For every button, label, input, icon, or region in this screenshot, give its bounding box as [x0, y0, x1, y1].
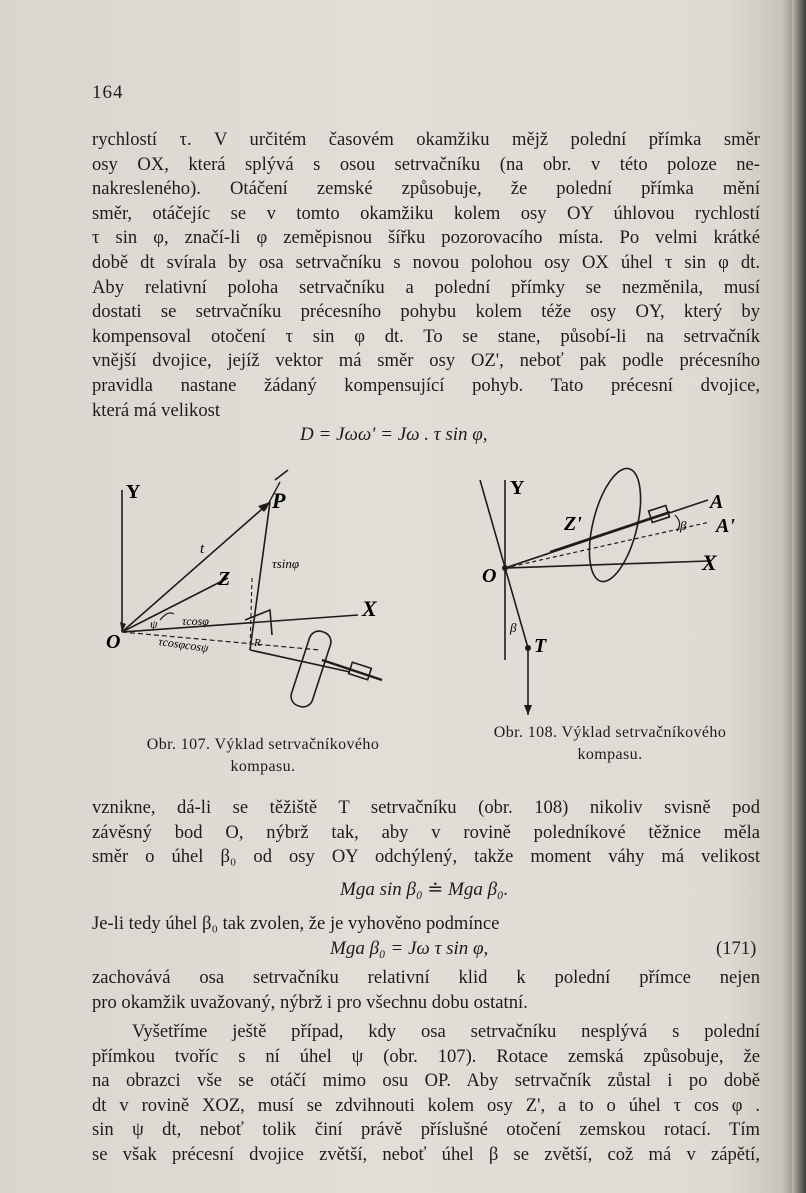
fig108-label-o: O	[482, 565, 497, 587]
text-line: kompensoval otočení τ sin φ dt. To se stane, působí-li na setrvačník	[92, 325, 760, 347]
text-line: dt v rovině XOZ, musí se zdvihnouti kolem osy Z', a to o úhel τ cos φ .	[92, 1094, 760, 1116]
text-line: pravidla nastane žádaný kompensující pohyb. Tato précesní dvojice,	[92, 374, 760, 396]
figure-107	[100, 460, 420, 728]
fig108-label-a: A	[710, 491, 724, 513]
fig107-label-y: Y	[126, 481, 141, 503]
text-line: pro okamžik uvažovaný, nýbrž i pro všechnu dobu ostatní.	[92, 991, 528, 1013]
text-line: době dt svírala by osa setrvačníku s novou polohou osy OX úhel τ sin φ dt.	[92, 251, 760, 273]
fig107-label-x: X	[362, 596, 377, 621]
caption-line: kompasu.	[230, 758, 296, 775]
fig107-label-r: R	[254, 637, 261, 649]
caption-line: kompasu.	[577, 746, 643, 763]
fig107-label-tsin: τsinφ	[272, 556, 300, 571]
formula-d: D = Jωω' = Jω . τ sin φ,	[300, 424, 488, 445]
text-line: vznikne, dá-li se těžiště T setrvačníku (obr. 108) nikoliv svisně pod	[92, 797, 760, 818]
fig108-label-x: X	[702, 550, 717, 575]
text-line: směr, otáčejíc se v tomto okamžiku kolem osy OY úhlovou rychlostí	[92, 202, 760, 224]
text-line: rychlostí τ. V určitém časovém okamžiku mějž polední přímka směr	[92, 129, 760, 150]
fig107-label-p: P	[272, 488, 286, 513]
fig107-label-o: O	[106, 631, 121, 653]
fig107-label-z: Z	[218, 568, 231, 590]
caption-line: Obr. 108. Výklad setrvačníkového	[493, 724, 727, 741]
text-line: směr o úhel β₀ od osy OY odchýlený, takže moment váhy má velikost	[92, 846, 760, 868]
text-line: vnější dvojice, jejíž vektor má směr osy OZ', neboť pak podle précesního	[92, 350, 760, 372]
text-line: závěsný bod O, nýbrž tak, aby v rovině poledníkové těžnice měla	[92, 821, 760, 843]
text-line: Vyšetříme ještě případ, kdy osa setrvačníku nesplývá s polední	[132, 1021, 760, 1042]
fig108-label-a-prime: A'	[716, 515, 735, 537]
figure-108	[470, 460, 760, 722]
fig107-label-tcoscos: τcosφcosψ	[157, 634, 210, 655]
text-line: Je-li tedy úhel β₀ tak zvolen, že je vyhověno podmínce	[92, 913, 500, 934]
fig107-label-t: t	[200, 541, 205, 557]
fig108-label-y: Y	[510, 477, 525, 499]
text-line: τ sin φ, značí-li φ zeměpisnou šířku pozorovacího místa. Po velmi krátké	[92, 227, 760, 249]
caption-line: Obr. 107. Výklad setrvačníkového	[146, 736, 380, 753]
text-line: Aby relativní poloha setrvačníku a polední přímky se nezměnila, musí	[92, 276, 760, 298]
fig108-label-t: T	[534, 635, 547, 657]
text-line: se však précesní dvojice zvětší, neboť úhel β se zvětší, což má v zápětí,	[92, 1143, 760, 1165]
text-line: nakresleného). Otáčení zemské způsobuje, že polední přímka mění	[92, 178, 760, 200]
formula-moment: Mga sin β₀ ≐ Mga β₀.	[340, 879, 509, 900]
paragraph-3	[92, 912, 760, 937]
text-line: zachovává osa setrvačníku relativní klid k polední přímce nejen	[92, 967, 760, 988]
fig108-label-beta-t: β	[510, 620, 517, 635]
fig107-label-tcos: τcosφ	[182, 614, 209, 628]
text-line: přímkou tvoříc s ní úhel ψ (obr. 107). Rotace zemská způsobuje, že	[92, 1045, 760, 1067]
equation-number: (171)	[716, 938, 757, 959]
text-line: osy OX, která splývá s osou setrvačníku (na obr. v této poloze ne-	[92, 153, 760, 175]
text-line: dostati se setrvačníku précesního pohybu kolem téže osy OY, který by	[92, 301, 760, 323]
figure-108-caption	[460, 722, 760, 766]
formula-171: Mga β₀ = Jω τ sin φ,	[330, 938, 489, 959]
page-number: 164	[92, 82, 124, 103]
page-edge-shadow	[792, 0, 806, 1193]
paragraph-2	[92, 796, 760, 870]
text-line: sin ψ dt, neboť tolik činí právě příslušné otočení zemskou rotací. Tím	[92, 1119, 760, 1141]
text-line: na obrazci vše se otáčí mimo osu OP. Aby setrvačník zůstal i po době	[92, 1070, 760, 1092]
paragraph-1	[92, 128, 760, 423]
paragraph-5	[92, 1020, 760, 1168]
text-line: která má velikost	[92, 399, 221, 421]
fig107-label-psi: ψ	[150, 617, 158, 631]
paragraph-4	[92, 966, 760, 1015]
fig108-label-z: Z'	[564, 513, 582, 535]
figure-107-caption	[103, 734, 423, 778]
fig108-label-beta-a: β	[680, 518, 687, 533]
